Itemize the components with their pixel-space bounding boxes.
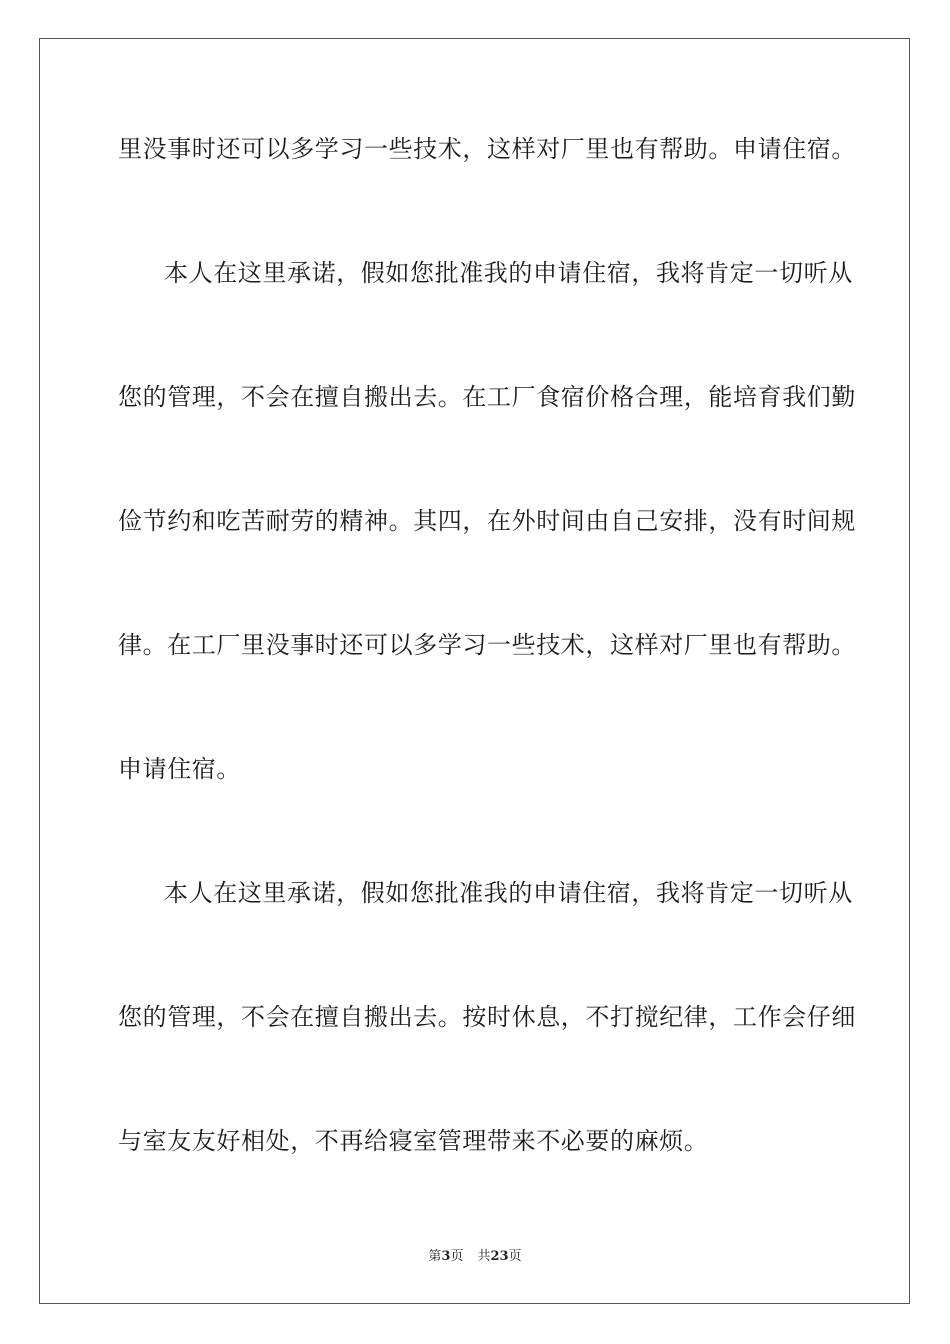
page-footer xyxy=(0,1248,950,1266)
page-border xyxy=(39,38,910,1304)
page-label-suffix: 页 xyxy=(450,1249,464,1264)
current-page-number: 3 xyxy=(441,1249,451,1264)
body-text-line: 您的管理，不会在擅自搬出去。在工厂食宿价格合理，能培育我们勤 xyxy=(118,383,856,411)
total-label-prefix: 共 xyxy=(477,1249,491,1264)
body-text-line: 申请住宿。 xyxy=(118,755,241,783)
body-text-line: 里没事时还可以多学习一些技术，这样对厂里也有帮助。申请住宿。 xyxy=(118,135,856,163)
body-text-line: 律。在工厂里没事时还可以多学习一些技术，这样对厂里也有帮助。 xyxy=(118,631,856,659)
total-pages-number: 23 xyxy=(490,1249,509,1264)
body-text-line: 本人在这里承诺，假如您批准我的申请住宿，我将肯定一切听从 xyxy=(164,259,853,287)
body-text-line: 俭节约和吃苦耐劳的精神。其四，在外时间由自己安排，没有时间规 xyxy=(118,507,856,535)
total-label-suffix: 页 xyxy=(508,1249,522,1264)
body-text-line: 与室友友好相处，不再给寝室管理带来不必要的麻烦。 xyxy=(118,1127,709,1155)
body-text-line: 本人在这里承诺，假如您批准我的申请住宿，我将肯定一切听从 xyxy=(164,879,853,907)
body-text-line: 您的管理，不会在擅自搬出去。按时休息，不打搅纪律，工作会仔细 xyxy=(118,1003,856,1031)
page-label-prefix: 第 xyxy=(428,1249,442,1264)
